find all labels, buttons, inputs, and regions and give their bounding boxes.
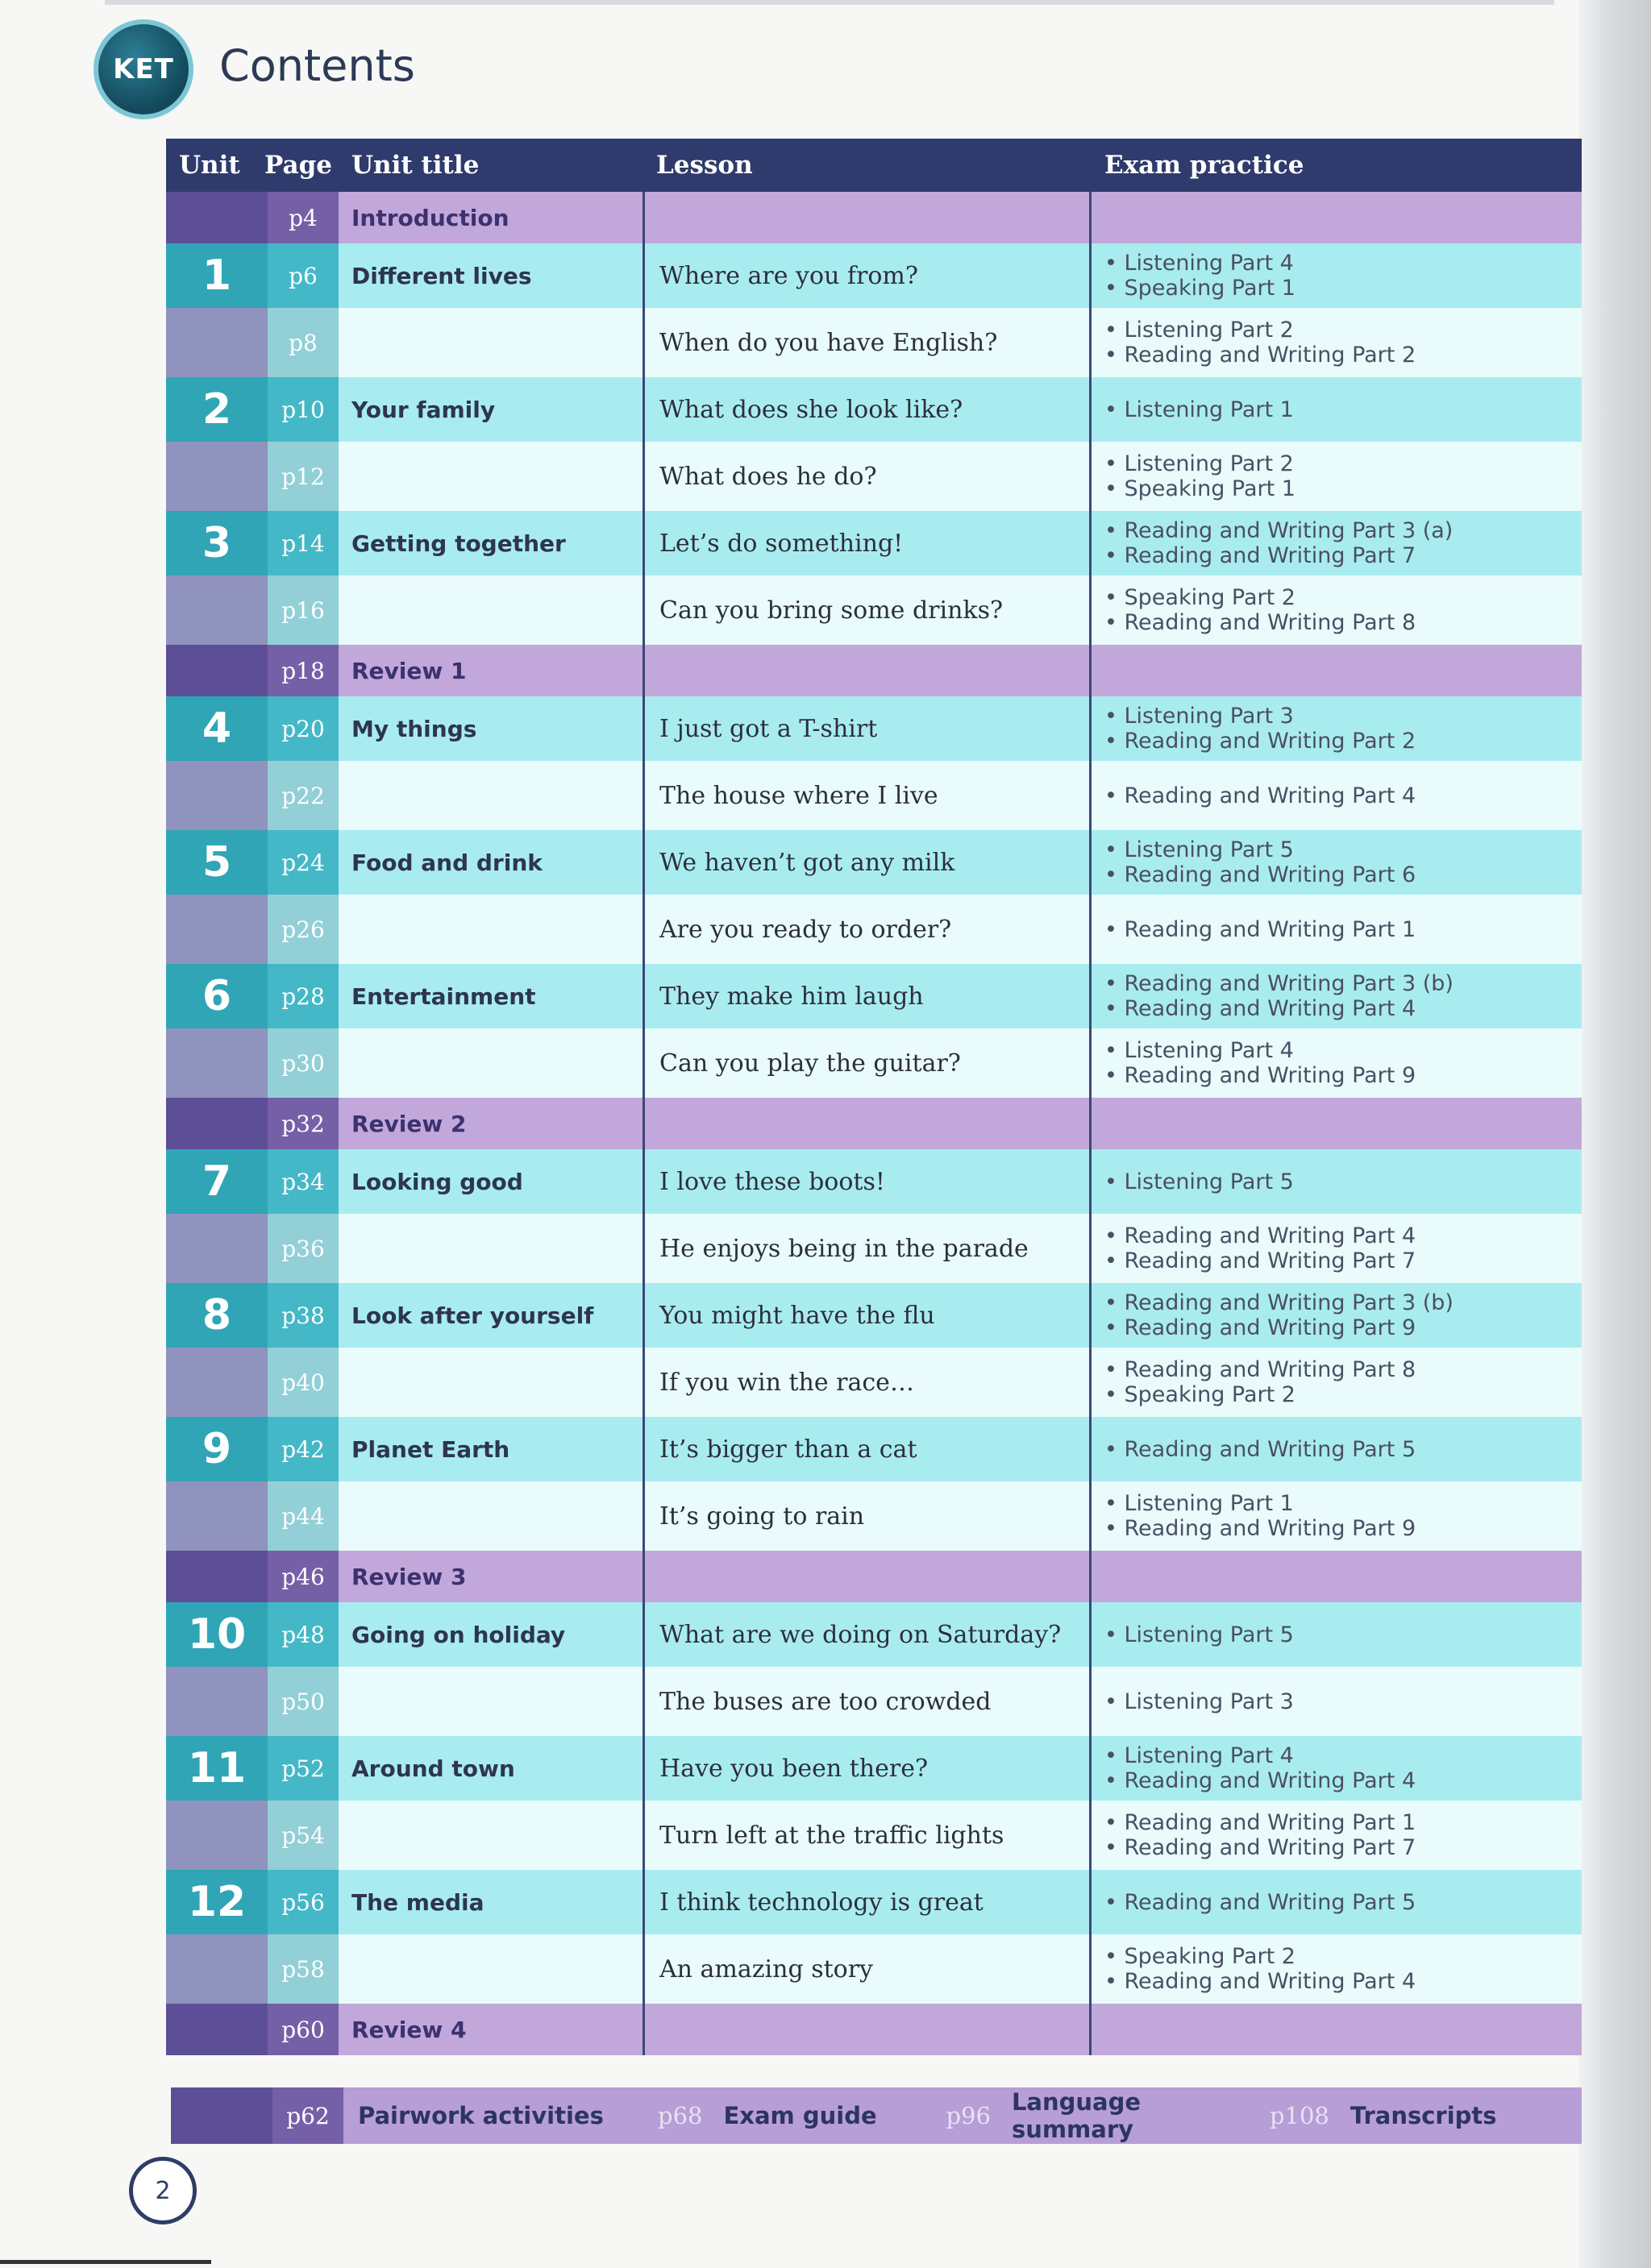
lesson-cell: You might have the flu — [645, 1283, 1092, 1348]
page-number-cell: p8 — [268, 308, 339, 377]
exam-practice-cell — [1092, 1098, 1582, 1149]
unit-title-cell: Planet Earth — [339, 1417, 645, 1481]
exam-practice-item: • Speaking Part 2 — [1104, 585, 1295, 610]
unit-number — [166, 1098, 268, 1149]
exam-practice-cell — [1092, 645, 1582, 696]
unit-number: 7 — [166, 1149, 268, 1214]
table-row — [166, 1667, 1582, 1736]
header-lesson: Lesson — [656, 151, 753, 180]
table-row — [166, 761, 1582, 830]
lesson-cell: They make him laugh — [645, 964, 1092, 1028]
table-row — [166, 1736, 1582, 1801]
exam-practice-cell — [1092, 1551, 1582, 1602]
exam-practice-cell — [1092, 1667, 1582, 1736]
lesson-cell: If you win the race… — [645, 1348, 1092, 1417]
exam-practice-item: • Listening Part 5 — [1104, 1169, 1294, 1194]
lesson-cell — [645, 192, 1092, 243]
unit-title-cell: Going on holiday — [339, 1602, 645, 1667]
unit-title-cell: Review 3 — [339, 1551, 645, 1602]
exam-practice-item: • Reading and Writing Part 7 — [1104, 1248, 1416, 1273]
exam-practice-item: • Reading and Writing Part 4 — [1104, 1969, 1416, 1994]
unit-title-cell: Your family — [339, 377, 645, 442]
lesson-cell — [645, 2004, 1092, 2055]
lesson-cell: I think technology is great — [645, 1870, 1092, 1934]
page-number-cell: p46 — [268, 1551, 339, 1602]
unit-number — [166, 575, 268, 645]
page-number-cell: p34 — [268, 1149, 339, 1214]
table-row — [166, 1602, 1582, 1667]
exam-practice-item: • Speaking Part 1 — [1104, 276, 1295, 301]
footer-page-4: p108 — [1269, 2102, 1329, 2129]
page-number-cell: p32 — [268, 1098, 339, 1149]
header-unit-title: Unit title — [351, 151, 480, 180]
exam-practice-cell — [1092, 895, 1582, 964]
unit-title-cell — [339, 308, 645, 377]
lesson-cell: Let’s do something! — [645, 511, 1092, 575]
unit-number: 8 — [166, 1283, 268, 1348]
page-number-cell: p40 — [268, 1348, 339, 1417]
footer-unit-cell — [171, 2087, 272, 2144]
exam-practice-item: • Listening Part 2 — [1104, 318, 1294, 343]
header-unit: Unit — [179, 151, 240, 180]
review-row — [166, 1551, 1582, 1602]
table-row — [166, 308, 1582, 377]
unit-title-cell: Looking good — [339, 1149, 645, 1214]
exam-practice-item: • Reading and Writing Part 2 — [1104, 343, 1416, 368]
page-number-cell: p60 — [268, 2004, 339, 2055]
exam-practice-cell — [1092, 1283, 1582, 1348]
page-number-cell: p36 — [268, 1214, 339, 1283]
table-row — [166, 895, 1582, 964]
header-page: Page — [264, 151, 332, 180]
exam-practice-item: • Reading and Writing Part 1 — [1104, 1810, 1416, 1835]
exam-practice-item: • Speaking Part 2 — [1104, 1944, 1295, 1969]
exam-practice-cell — [1092, 377, 1582, 442]
exam-practice-item: • Listening Part 4 — [1104, 1743, 1294, 1768]
unit-number: 2 — [166, 377, 268, 442]
page-number-cell: p12 — [268, 442, 339, 511]
exam-practice-cell — [1092, 511, 1582, 575]
page-edge-shadow — [1578, 0, 1651, 2268]
exam-practice-cell — [1092, 1801, 1582, 1870]
page-number-cell: p48 — [268, 1602, 339, 1667]
lesson-cell: Can you bring some drinks? — [645, 575, 1092, 645]
unit-number — [166, 442, 268, 511]
header-exam-practice: Exam practice — [1104, 151, 1304, 180]
exam-practice-cell — [1092, 1028, 1582, 1098]
page-number-cell: p24 — [268, 830, 339, 895]
exam-practice-item: • Reading and Writing Part 8 — [1104, 610, 1416, 635]
table-row — [166, 1801, 1582, 1870]
unit-number — [166, 1551, 268, 1602]
unit-title-cell — [339, 1667, 645, 1736]
exam-practice-cell — [1092, 1870, 1582, 1934]
lesson-cell — [645, 1098, 1092, 1149]
exam-practice-item: • Reading and Writing Part 9 — [1104, 1315, 1416, 1340]
lesson-cell: An amazing story — [645, 1934, 1092, 2004]
lesson-cell: We haven’t got any milk — [645, 830, 1092, 895]
exam-practice-item: • Speaking Part 2 — [1104, 1382, 1295, 1407]
exam-practice-item: • Reading and Writing Part 8 — [1104, 1357, 1416, 1382]
table-row — [166, 1149, 1582, 1214]
unit-number — [166, 308, 268, 377]
exam-practice-item: • Reading and Writing Part 1 — [1104, 916, 1416, 942]
unit-title-cell: Around town — [339, 1736, 645, 1801]
exam-practice-item: • Reading and Writing Part 7 — [1104, 543, 1416, 568]
table-row — [166, 964, 1582, 1028]
lesson-cell: Are you ready to order? — [645, 895, 1092, 964]
unit-title-cell: Look after yourself — [339, 1283, 645, 1348]
footer-page-1: p62 — [272, 2087, 343, 2144]
unit-title-cell: My things — [339, 696, 645, 761]
exam-practice-cell — [1092, 696, 1582, 761]
table-row — [166, 377, 1582, 442]
page-number-cell: p30 — [268, 1028, 339, 1098]
exam-practice-item: • Reading and Writing Part 2 — [1104, 729, 1416, 754]
unit-number — [166, 1214, 268, 1283]
footer-label-language-summary: Language summary — [1011, 2088, 1142, 2143]
lesson-cell: Have you been there? — [645, 1736, 1092, 1801]
page-number-cell: p16 — [268, 575, 339, 645]
page-number-cell: p42 — [268, 1417, 339, 1481]
exam-practice-item: • Reading and Writing Part 4 — [1104, 1223, 1416, 1248]
review-row — [166, 645, 1582, 696]
unit-title-cell — [339, 761, 645, 830]
unit-number — [166, 192, 268, 243]
lesson-cell: It’s going to rain — [645, 1481, 1092, 1551]
exam-practice-cell — [1092, 1149, 1582, 1214]
exam-practice-item: • Listening Part 3 — [1104, 704, 1294, 729]
unit-title-cell: Getting together — [339, 511, 645, 575]
exam-practice-cell — [1092, 575, 1582, 645]
lesson-cell: The house where I live — [645, 761, 1092, 830]
page-number-cell: p28 — [268, 964, 339, 1028]
unit-number: 6 — [166, 964, 268, 1028]
page-number-cell: p4 — [268, 192, 339, 243]
unit-title-cell: The media — [339, 1870, 645, 1934]
unit-number — [166, 1667, 268, 1736]
unit-number: 1 — [166, 243, 268, 308]
exam-practice-cell — [1092, 308, 1582, 377]
exam-practice-cell — [1092, 761, 1582, 830]
exam-practice-item: • Listening Part 2 — [1104, 451, 1294, 476]
exam-practice-item: • Listening Part 4 — [1104, 1038, 1294, 1063]
page-number-cell: p10 — [268, 377, 339, 442]
footer-page-2: p68 — [658, 2102, 703, 2129]
page-number-cell: p44 — [268, 1481, 339, 1551]
page-number-cell: p54 — [268, 1801, 339, 1870]
exam-practice-cell — [1092, 192, 1582, 243]
lesson-cell: I love these boots! — [645, 1149, 1092, 1214]
contents-table — [166, 139, 1582, 2055]
lesson-cell: Turn left at the traffic lights — [645, 1801, 1092, 1870]
lesson-cell: Can you play the guitar? — [645, 1028, 1092, 1098]
page-number-cell: p22 — [268, 761, 339, 830]
unit-number: 10 — [166, 1602, 268, 1667]
exam-practice-cell — [1092, 1934, 1582, 2004]
table-row — [166, 1348, 1582, 1417]
page-number-cell: p6 — [268, 243, 339, 308]
lesson-cell: He enjoys being in the parade — [645, 1214, 1092, 1283]
unit-title-cell — [339, 1934, 645, 2004]
exam-practice-item: • Reading and Writing Part 5 — [1104, 1436, 1416, 1462]
exam-practice-cell — [1092, 1736, 1582, 1801]
unit-title-cell: Different lives — [339, 243, 645, 308]
lesson-cell: I just got a T-shirt — [645, 696, 1092, 761]
unit-number: 11 — [166, 1736, 268, 1801]
exam-practice-item: • Reading and Writing Part 3 (b) — [1104, 971, 1453, 996]
table-header — [166, 139, 1582, 192]
unit-number — [166, 895, 268, 964]
unit-title-cell: Introduction — [339, 192, 645, 243]
exam-practice-item: • Listening Part 1 — [1104, 1491, 1294, 1516]
exam-practice-cell — [1092, 1481, 1582, 1551]
exam-practice-cell — [1092, 2004, 1582, 2055]
lesson-cell — [645, 645, 1092, 696]
bottom-rule — [0, 2260, 211, 2264]
unit-title-cell — [339, 895, 645, 964]
exam-practice-item: • Reading and Writing Part 5 — [1104, 1889, 1416, 1915]
exam-practice-cell — [1092, 1602, 1582, 1667]
unit-number — [166, 645, 268, 696]
table-row — [166, 1283, 1582, 1348]
exam-practice-cell — [1092, 1348, 1582, 1417]
exam-practice-item: • Reading and Writing Part 4 — [1104, 996, 1416, 1021]
lesson-cell: What are we doing on Saturday? — [645, 1602, 1092, 1667]
unit-number — [166, 1481, 268, 1551]
exam-practice-cell — [1092, 1417, 1582, 1481]
exam-practice-cell — [1092, 830, 1582, 895]
unit-title-cell: Review 4 — [339, 2004, 645, 2055]
unit-number: 12 — [166, 1870, 268, 1934]
ket-logo — [98, 24, 189, 114]
exam-practice-cell — [1092, 964, 1582, 1028]
exam-practice-item: • Reading and Writing Part 9 — [1104, 1063, 1416, 1088]
exam-practice-cell — [1092, 442, 1582, 511]
exam-practice-item: • Listening Part 5 — [1104, 1622, 1294, 1647]
unit-number: 3 — [166, 511, 268, 575]
page-title: Contents — [219, 40, 415, 91]
table-row — [166, 511, 1582, 575]
lesson-cell: When do you have English? — [645, 308, 1092, 377]
unit-title-cell: Review 1 — [339, 645, 645, 696]
footer-page-3: p96 — [946, 2102, 991, 2129]
exam-practice-item: • Reading and Writing Part 3 (b) — [1104, 1290, 1453, 1315]
exam-practice-cell — [1092, 1214, 1582, 1283]
page-number-cell: p38 — [268, 1283, 339, 1348]
table-row — [166, 696, 1582, 761]
exam-practice-item: • Reading and Writing Part 4 — [1104, 783, 1416, 808]
page-number-cell: p26 — [268, 895, 339, 964]
table-row — [166, 1417, 1582, 1481]
page-number-cell: p50 — [268, 1667, 339, 1736]
unit-number: 5 — [166, 830, 268, 895]
unit-title-cell: Food and drink — [339, 830, 645, 895]
unit-title-cell: Review 2 — [339, 1098, 645, 1149]
exam-practice-item: • Listening Part 1 — [1104, 397, 1294, 422]
page-number-cell: p56 — [268, 1870, 339, 1934]
lesson-cell: What does he do? — [645, 442, 1092, 511]
table-row — [166, 1870, 1582, 1934]
exam-practice-item: • Listening Part 3 — [1104, 1689, 1294, 1714]
review-row — [166, 192, 1582, 243]
review-row — [166, 1098, 1582, 1149]
exam-practice-item: • Listening Part 4 — [1104, 251, 1294, 276]
exam-practice-cell — [1092, 243, 1582, 308]
review-row — [166, 2004, 1582, 2055]
unit-number — [166, 1028, 268, 1098]
page-number-cell: p58 — [268, 1934, 339, 2004]
exam-practice-item: • Listening Part 5 — [1104, 837, 1294, 862]
unit-title-cell — [339, 1801, 645, 1870]
table-row — [166, 1214, 1582, 1283]
page-number-cell: p14 — [268, 511, 339, 575]
table-body — [166, 192, 1582, 2055]
unit-title-cell — [339, 1481, 645, 1551]
table-row — [166, 575, 1582, 645]
unit-number — [166, 1348, 268, 1417]
unit-number — [166, 761, 268, 830]
table-row — [166, 1481, 1582, 1551]
exam-practice-item: • Reading and Writing Part 7 — [1104, 1835, 1416, 1860]
lesson-cell: What does she look like? — [645, 377, 1092, 442]
table-row — [166, 1028, 1582, 1098]
lesson-cell: The buses are too crowded — [645, 1667, 1092, 1736]
exam-practice-item: • Speaking Part 1 — [1104, 476, 1295, 501]
unit-number — [166, 1934, 268, 2004]
unit-number — [166, 2004, 268, 2055]
footer-bar — [171, 2087, 1582, 2144]
page-number-cell: p18 — [268, 645, 339, 696]
unit-title-cell — [339, 1028, 645, 1098]
page-number: 2 — [129, 2157, 197, 2224]
footer-label-pairwork: Pairwork activities — [358, 2102, 604, 2129]
exam-practice-item: • Reading and Writing Part 9 — [1104, 1516, 1416, 1541]
unit-number: 4 — [166, 696, 268, 761]
lesson-cell: It’s bigger than a cat — [645, 1417, 1092, 1481]
lesson-cell: Where are you from? — [645, 243, 1092, 308]
unit-title-cell — [339, 1348, 645, 1417]
unit-title-cell — [339, 442, 645, 511]
unit-title-cell: Entertainment — [339, 964, 645, 1028]
page-number-cell: p52 — [268, 1736, 339, 1801]
lesson-cell — [645, 1551, 1092, 1602]
ket-logo-text: KET — [113, 53, 174, 85]
top-rule — [105, 0, 1554, 5]
exam-practice-item: • Reading and Writing Part 6 — [1104, 862, 1416, 887]
exam-practice-item: • Reading and Writing Part 3 (a) — [1104, 518, 1453, 543]
exam-practice-item: • Reading and Writing Part 4 — [1104, 1768, 1416, 1793]
unit-number — [166, 1801, 268, 1870]
page-number-cell: p20 — [268, 696, 339, 761]
footer-label-exam-guide: Exam guide — [723, 2102, 877, 2129]
table-row — [166, 442, 1582, 511]
table-row — [166, 830, 1582, 895]
unit-title-cell — [339, 575, 645, 645]
footer-label-transcripts: Transcripts — [1349, 2102, 1497, 2129]
table-row — [166, 243, 1582, 308]
unit-title-cell — [339, 1214, 645, 1283]
table-row — [166, 1934, 1582, 2004]
unit-number: 9 — [166, 1417, 268, 1481]
